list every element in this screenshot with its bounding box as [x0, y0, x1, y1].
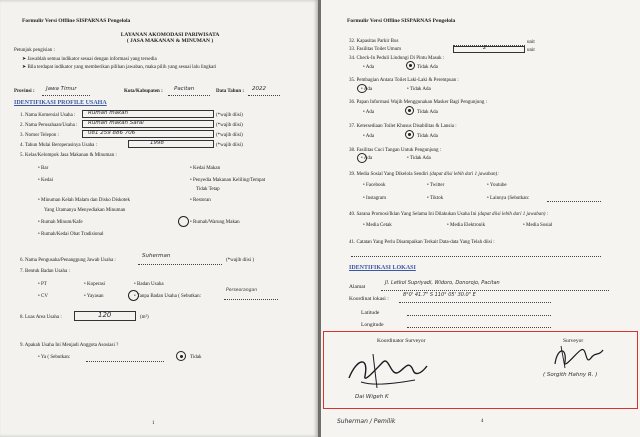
option-rumah-obat[interactable]: • Rumah/Kedai Obat Tradisional	[38, 232, 104, 237]
option-media-sosial[interactable]: • Media Sosial	[523, 223, 553, 228]
alamat-value[interactable]: Jl. Letkol Supriyadi, Widoro, Donorojo, Pacitan	[385, 280, 500, 286]
option-kedai[interactable]: • Kedai	[38, 178, 53, 183]
option-tiktok[interactable]: • Tiktok	[427, 196, 444, 201]
tahun-value[interactable]: 2022	[252, 86, 266, 92]
kota-field-line	[168, 95, 210, 96]
q4-field[interactable]	[128, 140, 214, 148]
q39-label: 39. Media Sosial Yang Dikelola Sendiri (dapat diisi lebih dari 1 jawaban):	[349, 172, 499, 177]
q34-option-ada[interactable]: • Ada	[363, 65, 375, 70]
option-penyedia-makanan[interactable]: • Penyedia Makanan Keliling/Tempat	[190, 178, 266, 183]
bullet-dot	[409, 64, 412, 67]
option-facebook[interactable]: • Facebook	[363, 183, 386, 188]
option-minuman-malam[interactable]: • Minuman Kelah Malam dan Disko Diskotek	[38, 198, 131, 203]
q32-unit: unit	[527, 40, 535, 45]
q36-option-tidak-ada[interactable]: Tidak Ada	[417, 110, 438, 115]
q34-option-tidak-ada[interactable]: Tidak Ada	[417, 65, 438, 70]
provinsi-label: Provinsi :	[14, 89, 35, 94]
option-penyedia-makanan-cont: Tidak Tetap	[196, 187, 220, 192]
q3-value: 081 259 886 706	[88, 130, 136, 136]
form-page-right	[321, 0, 640, 437]
bullet-dot	[408, 133, 411, 136]
q36-label: 36. Papan Informasi Wajib Menggunakan Masker Bagi Pengunjung :	[349, 100, 487, 105]
q38-label: 38. Fasilitas Cuci Tangan Untuk Pengunjung :	[349, 148, 442, 153]
page-number: 4	[481, 419, 484, 424]
instruction-1: ➤ Jawablah semua indikator sesuai dengan informasi yang tersedia	[22, 57, 157, 62]
bullet-dot	[408, 109, 411, 112]
kota-label: Kota/Kabupaten :	[124, 89, 163, 94]
q40-label: 40. Sarana Promosi/Iklan Yang Selama Ini Dilakukan Usaha Ini (dapat diisi lebih dari 1 jawaban) :	[349, 212, 549, 217]
q7-value[interactable]: Perseorangan	[226, 288, 258, 293]
alamat-label: Alamat	[349, 284, 366, 290]
longitude-field[interactable]	[407, 327, 551, 328]
q6-label: 6. Nama Pengusaha/Penanggung Jawab Usaha :	[20, 258, 116, 263]
koordinator-signature	[343, 348, 433, 392]
surveyor-signature	[547, 342, 607, 372]
option-twitter[interactable]: • Twitter	[427, 183, 445, 188]
form-subtitle: ( JASA MAKANAN & MINUMAN )	[126, 38, 214, 44]
surveyor-label: Surveyor	[563, 338, 584, 344]
q6-value[interactable]: Suherman	[142, 253, 171, 259]
q5-label: 5. Kelas/Kelompok Jasa Makanan & Minuman :	[20, 153, 117, 158]
q8-unit: (m²)	[140, 315, 149, 320]
latitude-label: Latitude	[361, 310, 380, 316]
q33-label: 33. Fasilitas Toilet Umum	[349, 47, 402, 52]
option-rumah-makan[interactable]: • Rumah/Warung Makan	[190, 220, 240, 225]
instructions-heading: Petunjuk pengisian :	[14, 48, 55, 53]
bullet-dot	[180, 355, 183, 358]
q8-value: 120	[98, 311, 112, 319]
option-minuman-malam-cont: Yang Utamanya Menyediakan Minuman	[44, 208, 126, 213]
option-tidak[interactable]: Tidak	[190, 355, 202, 360]
q34-label: 34. Check-In Peduli Lindungi Di Pintu Masuk :	[349, 56, 445, 61]
option-kedai-makan[interactable]: • Kedai Makan	[190, 166, 221, 171]
option-yayasan[interactable]: • Yayasan	[84, 294, 104, 299]
q2-label: 2. Nama Perusahaan/Usaha :	[20, 123, 78, 128]
option-ya[interactable]: • Ya ( Sebutkan:	[38, 355, 71, 360]
option-pt[interactable]: • PT	[38, 282, 47, 287]
option-koperasi[interactable]: • Koperasi	[84, 282, 106, 287]
q35-option-ada[interactable]: • Ada	[361, 87, 373, 92]
option-lainnya[interactable]: • Lainnya (Sebutkan:	[487, 196, 530, 201]
longitude-label: Longitude	[361, 322, 384, 328]
q4-required: (*wajib diisi)	[216, 143, 243, 148]
q7-label: 7. Bentuk Badan Usaha :	[20, 269, 70, 274]
q33-value: 2	[483, 45, 487, 51]
form-title: LAYANAN AKOMODASI PARIWISATA	[120, 32, 220, 38]
q3-required: (*wajib diisi)	[216, 133, 243, 138]
q41-field-line[interactable]	[351, 256, 601, 257]
q6-required: (*wajib diisi )	[226, 258, 255, 263]
option-cv[interactable]: • CV	[38, 294, 48, 299]
option-instagram[interactable]: • Instagram	[363, 196, 387, 201]
q1-value: Rumah makan	[88, 110, 129, 116]
q3-label: 3. Nomor Telepon :	[20, 133, 59, 138]
koordinat-value[interactable]: 8°0' 41.7" S 110° 05' 30.0" E	[403, 292, 476, 298]
q9-field-line	[86, 361, 164, 362]
option-youtube[interactable]: • Youtube	[487, 183, 507, 188]
q38-option-tidak-ada[interactable]: • Tidak Ada	[407, 156, 431, 161]
provinsi-value[interactable]: Jawa Timur	[46, 86, 77, 92]
koordinat-field-line	[399, 302, 551, 303]
q38-option-ada[interactable]: • Ada	[361, 156, 373, 161]
instruction-2: ➤ Bila terdapat indikator yang memberikan pilihan jawaban, maka pilih yang sesuai lalu lingkari	[22, 65, 217, 70]
section-location-title: IDENTIFIKASI LOKASI	[349, 265, 416, 271]
surveyor-name: ( Sorgith Hahny R. )	[543, 372, 598, 378]
q4-label: 4. Tahun Mulai Beroperasinya Usaha :	[20, 143, 98, 148]
koordinator-name: Dai Wigeh K	[355, 394, 389, 400]
option-bar[interactable]: • Bar	[38, 166, 49, 171]
option-media-cetak[interactable]: • Media Cetak	[363, 223, 392, 228]
section-profile-title: IDENTIFIKASI PROFILE USAHA	[14, 100, 107, 106]
alamat-field-line	[381, 290, 609, 291]
q1-label: 1. Nama Komersial Usaha :	[20, 113, 76, 118]
q37-option-ada[interactable]: • Ada	[363, 134, 375, 139]
provinsi-field-line	[42, 95, 90, 96]
kota-value[interactable]: Pacitan	[174, 86, 195, 92]
option-rumah-minum[interactable]: • Rumah Minum/Kafe	[38, 220, 83, 225]
q2-required: (*wajib diisi)	[216, 123, 243, 128]
q7-field-line	[224, 299, 278, 300]
q32-label: 32. Kapasitas Parkir Bus	[349, 39, 399, 44]
q1-required: (*wajib diisi)	[216, 113, 243, 118]
q4-value: 1998	[150, 140, 164, 146]
q2-value: Rumah makan Sarai	[88, 120, 144, 126]
q33-unit: unit	[527, 48, 535, 53]
q37-option-tidak-ada[interactable]: Tidak Ada	[417, 134, 438, 139]
tahun-label: Data Tahun :	[216, 89, 245, 94]
selected-circle-mark	[178, 216, 189, 227]
tahun-field-line	[248, 95, 280, 96]
q9-label: 9. Apakah Usaha Ini Menjadi Anggota Asosiasi ?	[20, 343, 119, 348]
option-badan-usaha[interactable]: • Badan Usaha	[134, 282, 164, 287]
footer-handwritten-note: Suherman / Pemilik	[337, 418, 396, 425]
q41-label: 41. Catatan Yang Perlu Disampaikan Terkait Data-data Yang Telah diisi :	[349, 240, 495, 245]
q8-label: 8. Luas Area Usaha :	[20, 315, 62, 320]
q35-label: 35. Pembagian Antara Toilet Laki-Laki & Perempuan :	[349, 78, 459, 83]
option-restoran[interactable]: • Restoran	[190, 198, 211, 203]
koordinator-label: Koordinator Surveyor	[377, 338, 426, 344]
option-media-elektronik[interactable]: • Media Elektronik	[447, 223, 486, 228]
q37-label: 37. Ketersediaan Toilet Khusus Disabilitas & Lansia :	[349, 124, 457, 129]
form-page-left	[0, 0, 318, 437]
q6-field-line	[138, 264, 222, 265]
koordinat-label: Koordinat lokasi :	[349, 296, 389, 302]
q39-other-field-line[interactable]	[547, 201, 601, 202]
form-header: Formulir Versi Offline SISPARNAS Pengelola	[347, 18, 456, 24]
q33-field[interactable]	[453, 46, 525, 53]
form-header: Formulir Versi Offline SISPARNAS Pengelola	[22, 18, 131, 24]
q35-option-tidak-ada[interactable]: • Tidak Ada	[407, 87, 431, 92]
page-number: 1	[152, 421, 155, 426]
latitude-field[interactable]	[407, 315, 551, 316]
q36-option-ada[interactable]: • Ada	[363, 110, 375, 115]
option-tanpa-badan-usaha[interactable]: • Tanpa Badan Usaha ( Sebutkan:	[134, 294, 201, 299]
